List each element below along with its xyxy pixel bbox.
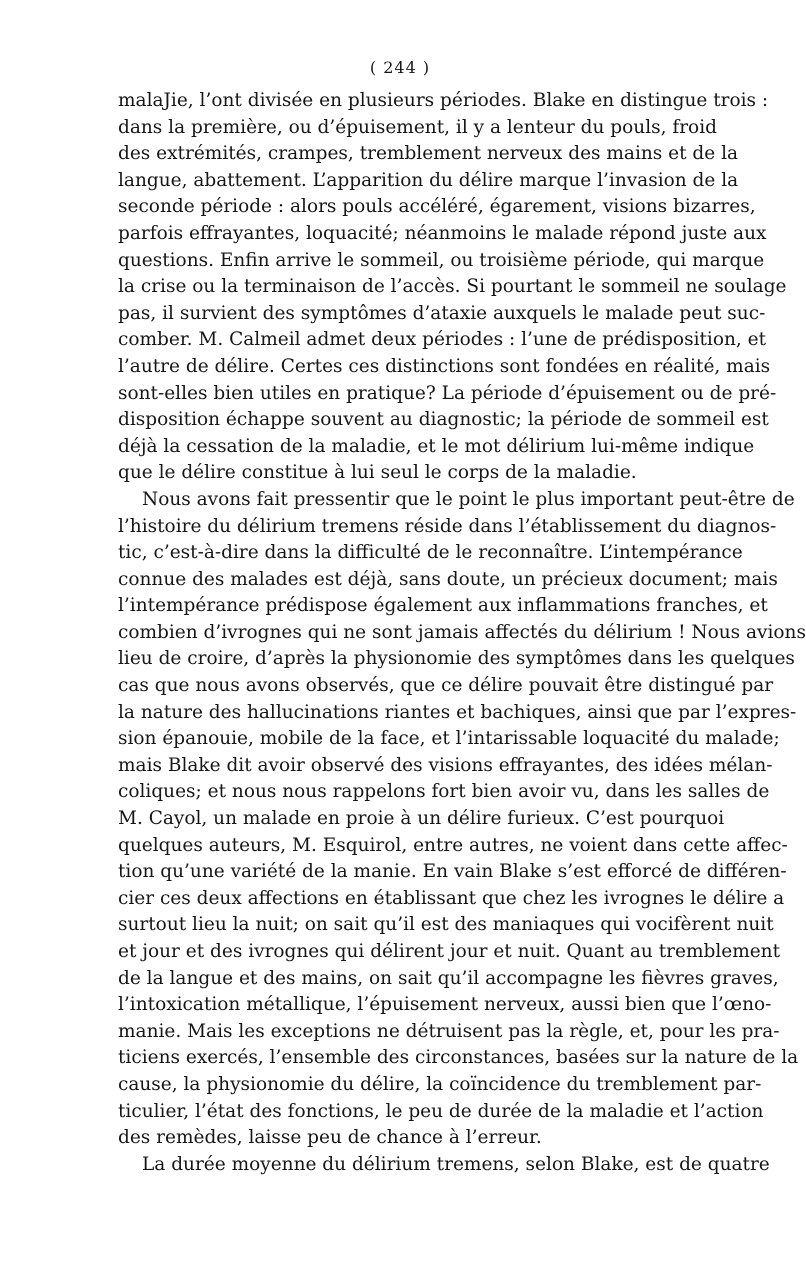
text-line: dans la première, ou d’épuisement, il y a lenteur du pouls, froid xyxy=(118,116,717,138)
text-line: cas que nous avons observés, que ce délire pouvait être distingué par xyxy=(118,675,774,697)
text-line: que le délire constitue à lui seul le corps de la maladie. xyxy=(118,462,637,484)
text-line: sont-elles bien utiles en pratique? La période d’épuisement ou de pré- xyxy=(118,382,777,404)
text-line: cause, la physionomie du délire, la coïncidence du tremblement par- xyxy=(118,1073,762,1095)
text-line: M. Cayol, un malade en proie à un délire furieux. C’est pourquoi xyxy=(118,808,725,830)
text-line: seconde période : alors pouls accéléré, égarement, visions bizarres, xyxy=(118,196,756,218)
text-line: de la langue et des mains, on sait qu’il accompagne les fièvres graves, xyxy=(118,967,779,989)
text-line: coliques; et nous nous rappelons fort bien avoir vu, dans les salles de xyxy=(118,781,770,803)
text-line: mais Blake dit avoir observé des visions effrayantes, des idées mélan- xyxy=(118,754,773,776)
text-line: pas, il survient des symptômes d’ataxie auxquels le malade peut suc- xyxy=(118,302,766,324)
text-line: surtout lieu la nuit; on sait qu’il est des maniaques qui vocifèrent nuit xyxy=(118,914,774,936)
text-line: langue, abattement. L’apparition du délire marque l’invasion de la xyxy=(118,169,739,191)
text-line: tion qu’une variété de la manie. En vain Blake s’est efforcé de différen- xyxy=(118,861,787,883)
text-line: des remèdes, laisse peu de chance à l’erreur. xyxy=(118,1127,542,1149)
page-number: ( 244 ) xyxy=(369,58,431,77)
text-line: connue des malades est déjà, sans doute, un précieux document; mais xyxy=(118,568,778,590)
paragraph xyxy=(118,88,787,487)
text-line: parfois effrayantes, loquacité; néanmoins le malade répond juste aux xyxy=(118,222,767,244)
text-line: ticiens exercés, l’ensemble des circonstances, basées sur la nature de la xyxy=(118,1047,799,1069)
text-line: l’intempérance prédispose également aux inflammations franches, et xyxy=(118,595,768,617)
text-line: l’intoxication métallique, l’épuisement nerveux, aussi bien que l’œno- xyxy=(118,994,772,1016)
text-line: des extrémités, crampes, tremblement nerveux des mains et de la xyxy=(118,143,739,165)
text-line: la nature des hallucinations riantes et bachiques, ainsi que par l’expres- xyxy=(118,701,797,723)
text-line: lieu de croire, d’après la physionomie des symptômes dans les quelques xyxy=(118,648,795,670)
text-line: quelques auteurs, M. Esquirol, entre autres, ne voient dans cette affec- xyxy=(118,834,788,856)
paragraph xyxy=(118,487,806,1152)
text-line: malaJie, l’ont divisée en plusieurs périodes. Blake en distingue trois : xyxy=(118,90,769,111)
text-line: sion épanouie, mobile de la face, et l’intarissable loquacité du malade; xyxy=(118,728,780,750)
text-line: ticulier, l’état des fonctions, le peu de durée de la maladie et l’action xyxy=(118,1100,764,1122)
text-line: manie. Mais les exceptions ne détruisent pas la règle, et, pour les pra- xyxy=(118,1020,780,1042)
text-line: Nous avons fait pressentir que le point le plus important peut-être de xyxy=(142,488,795,510)
text-line: la crise ou la terminaison de l’accès. Si pourtant le sommeil ne soulage xyxy=(118,276,787,298)
body-text xyxy=(118,88,806,1178)
text-line: questions. Enfin arrive le sommeil, ou troisième période, qui marque xyxy=(118,249,765,271)
text-line: tic, c’est-à-dire dans la difficulté de le reconnaître. L’intempérance xyxy=(118,542,743,564)
text-line: cier ces deux affections en établissant que chez les ivrognes le délire a xyxy=(118,887,785,909)
text-line: comber. M. Calmeil admet deux périodes : l’une de prédisposition, et xyxy=(118,329,767,351)
paragraph xyxy=(118,1152,770,1179)
text-line: déjà la cessation de la maladie, et le mot délirium lui-même indique xyxy=(118,435,755,457)
text-line: La durée moyenne du délirium tremens, selon Blake, est de quatre xyxy=(142,1153,770,1175)
text-line: combien d’ivrognes qui ne sont jamais affectés du délirium ! Nous avions xyxy=(118,621,806,643)
text-line: et jour et des ivrognes qui délirent jour et nuit. Quant au tremblement xyxy=(118,941,781,962)
text-line: l’histoire du délirium tremens réside dans l’établissement du diagnos- xyxy=(118,515,777,537)
text-line: l’autre de délire. Certes ces distinctions sont fondées en réalité, mais xyxy=(118,355,771,377)
text-line: disposition échappe souvent au diagnostic; la période de sommeil est xyxy=(118,409,769,431)
